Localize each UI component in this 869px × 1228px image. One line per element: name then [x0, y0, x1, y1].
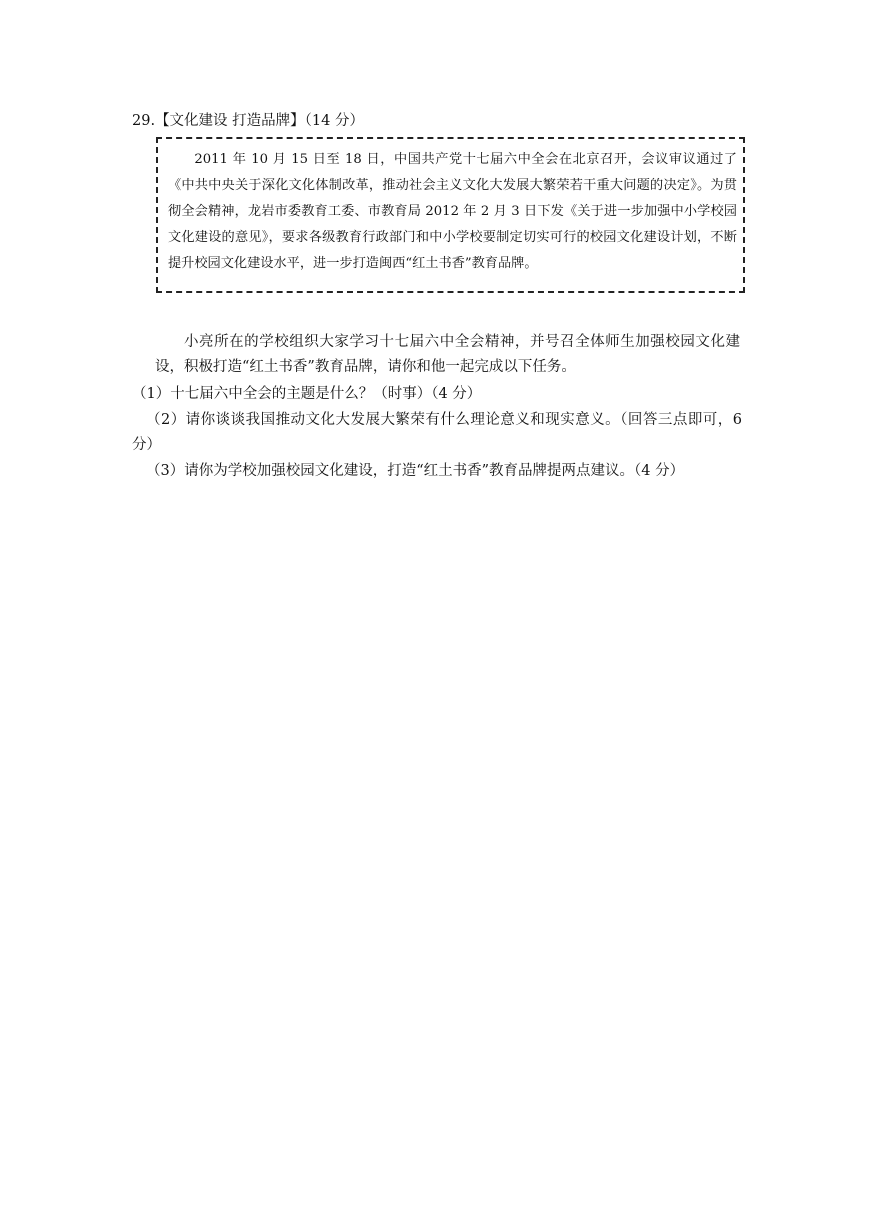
material-box	[156, 137, 745, 293]
question-intro: 小亮所在的学校组织大家学习十七届六中全会精神，并号召全体师生加强校园文化建设，积极打造“红土书香”教育品牌，请你和他一起完成以下任务。	[155, 334, 740, 375]
question-title: 29.【文化建设 打造品牌】（14 分）	[132, 113, 364, 129]
task-1: （1）十七届六中全会的主题是什么？（时事）（4 分）	[132, 386, 482, 402]
task-3: （3）请你为学校加强校园文化建设，打造“红土书香”教育品牌提两点建议。（4 分）	[146, 463, 685, 479]
task-2: （2）请你谈谈我国推动文化大发展大繁荣有什么理论意义和现实意义。（回答三点即可，6 分）	[132, 412, 742, 453]
material-text: 2011 年 10 月 15 日至 18 日，中国共产党十七届六中全会在北京召开，会议审议通过了《中共中央关于深化文化体制改革，推动社会主义文化大发展大繁荣若干重大问题的决定》。为贯彻全会精神，龙岩市委教育工委、市教育局 2012 年 2 月 3 日下发《关于进一步加强中小学校园文化建设的意见》，要求各级教育行政部门和中小学校要制定切实可行的校园文化建设计划，不断提升校园文化建设水平，进一步打造闽西“红土书香”教育品牌。	[168, 152, 737, 271]
